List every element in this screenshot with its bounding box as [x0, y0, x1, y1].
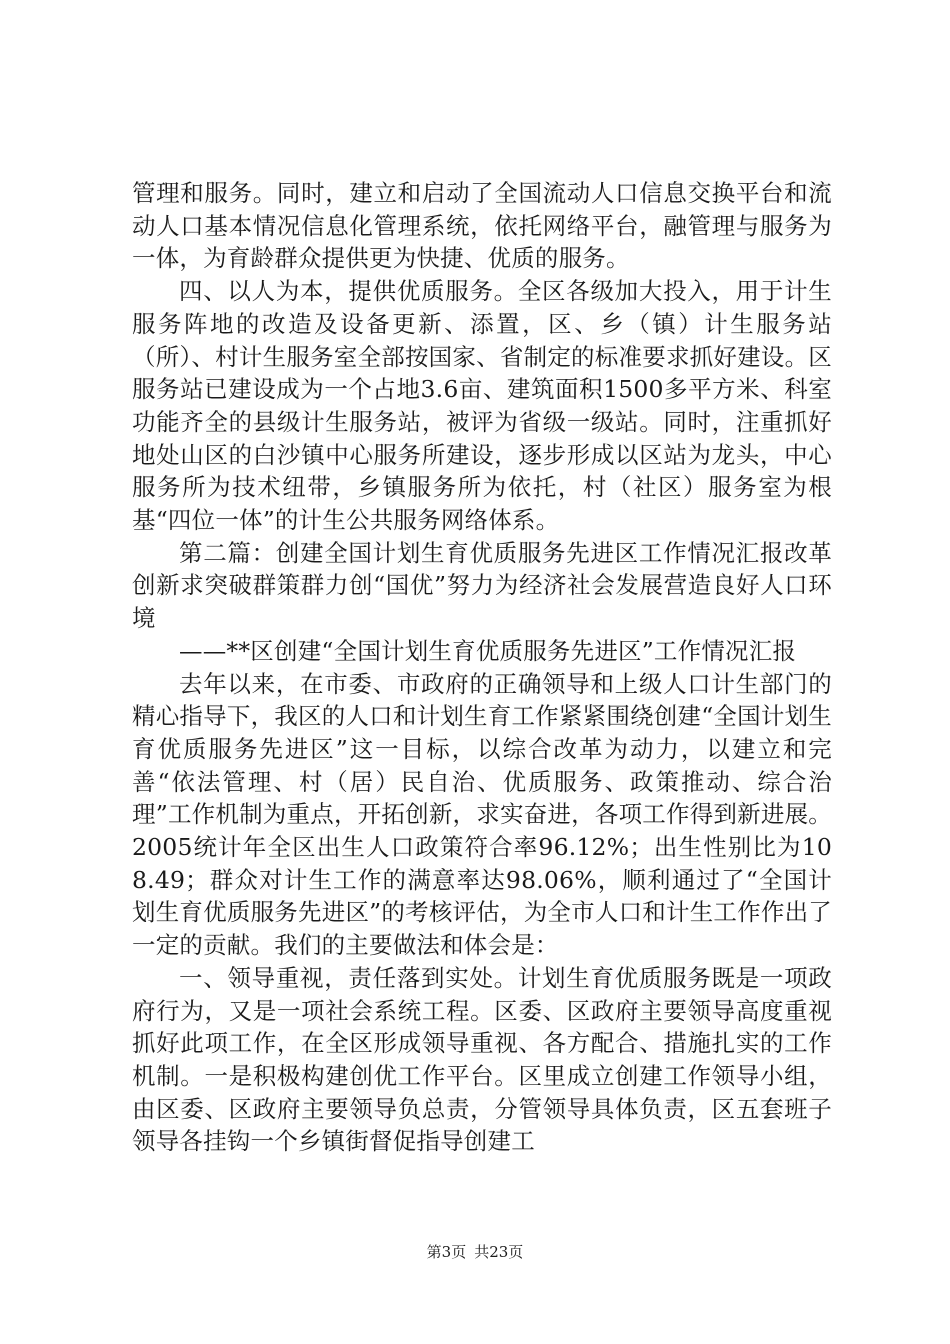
page-total: 共23页 — [474, 1243, 524, 1261]
paragraph-1: 管理和服务。同时，建立和启动了全国流动人口信息交换平台和流动人口基本情况信息化管理系统，依托网络平台，融管理与服务为一体，为育龄群众提供更为快捷、优质的服务。 — [132, 179, 832, 273]
page-number: 第3页 — [426, 1243, 467, 1261]
paragraph-6: 一、领导重视，责任落到实处。计划生育优质服务既是一项政府行为，又是一项社会系统工程。区委、区政府主要领导高度重视抓好此项工作，在全区形成领导重视、各方配合、措施扎实的工作机制。一是积极构建创优工作平台。区里成立创建工作领导小组，由区委、区政府主要领导负总责，分管领导具体负责，区五套班子领导各挂钩一个乡镇街督促指导创建工 — [132, 963, 832, 1156]
page-footer — [0, 1242, 950, 1262]
document-body — [132, 177, 832, 1158]
paragraph-2: 四、以人为本，提供优质服务。全区各级加大投入，用于计生服务阵地的改造及设备更新、添置，区、乡（镇）计生服务站（所）、村计生服务室全部按国家、省制定的标准要求抓好建设。区服务站已建设成为一个占地3.6亩、建筑面积1500多平方米、科室功能齐全的县级计生服务站，被评为省级一级站。同时，注重抓好地处山区的白沙镇中心服务所建设，逐步形成以区站为龙头，中心服务所为技术纽带，乡镇服务所为依托，村（社区）服务室为根基“四位一体”的计生公共服务网络体系。 — [132, 277, 832, 535]
paragraph-4-subtitle: ——**区创建“全国计划生育优质服务先进区”工作情况汇报 — [179, 636, 797, 665]
paragraph-3-section-title: 第二篇：创建全国计划生育优质服务先进区工作情况汇报改革创新求突破群策群力创“国优”努力为经济社会发展营造良好人口环境 — [132, 538, 832, 633]
paragraph-5: 去年以来，在市委、市政府的正确领导和上级人口计生部门的精心指导下，我区的人口和计划生育工作紧紧围绕创建“全国计划生育优质服务先进区”这一目标，以综合改革为动力，以建立和完善“依法管理、村（居）民自治、优质服务、政策推动、综合治理”工作机制为重点，开拓创新，求实奋进，各项工作得到新进展。2005统计年全区出生人口政策符合率96.12%；出生性别比为108.49；群众对计生工作的满意率达98.06%，顺利通过了“全国计划生育优质服务先进区”的考核评估，为全市人口和计生工作作出了一定的贡献。我们的主要做法和体会是： — [132, 669, 832, 960]
